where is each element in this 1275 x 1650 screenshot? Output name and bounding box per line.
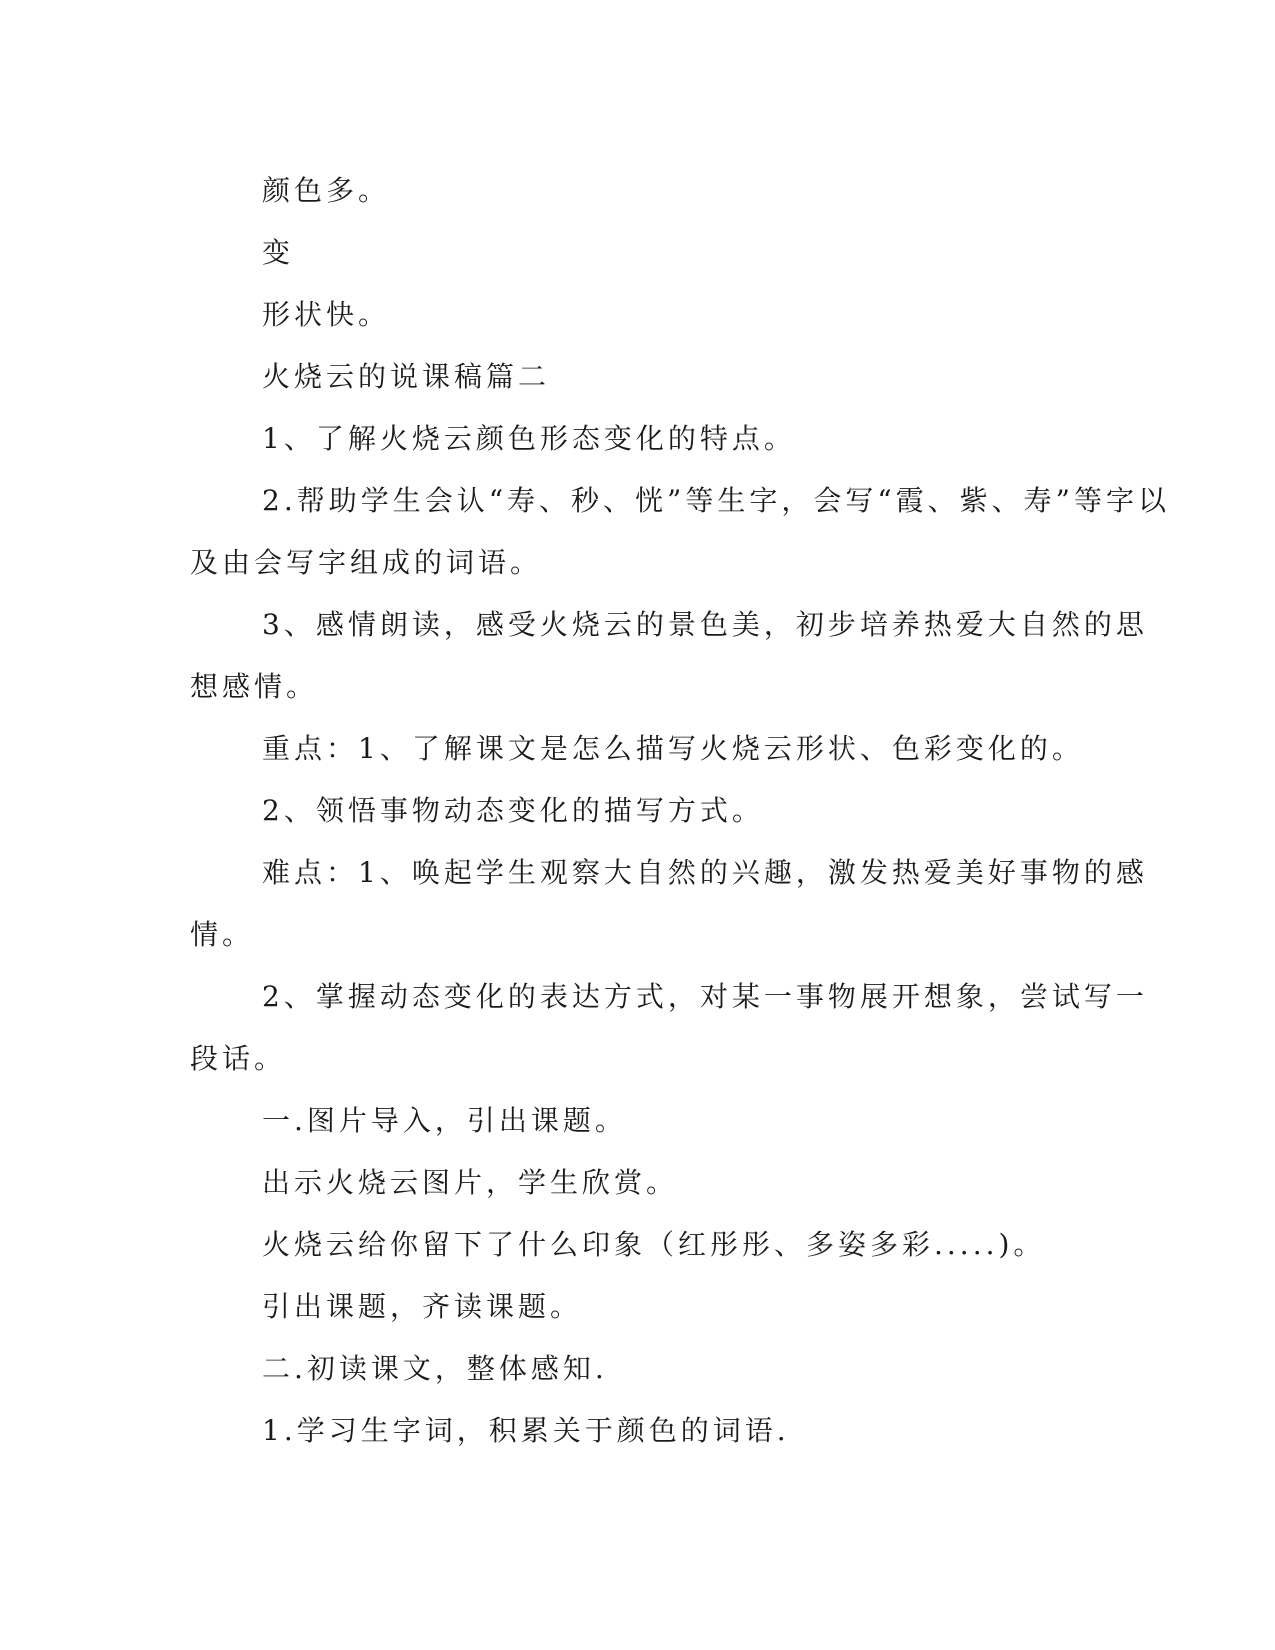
text-line: 2、掌握动态变化的表达方式，对某一事物展开想象，尝试写一 xyxy=(262,980,1148,1013)
document-page xyxy=(190,160,1170,1462)
text-line: 难点：1、唤起学生观察大自然的兴趣，激发热爱美好事物的感 xyxy=(262,856,1148,889)
text-line: 3、感情朗读，感受火烧云的景色美，初步培养热爱大自然的思 xyxy=(262,608,1148,641)
section-heading: 火烧云的说课稿篇二 xyxy=(262,360,551,393)
text-line: 形状快。 xyxy=(262,298,391,331)
text-line: 变 xyxy=(262,236,295,269)
text-line: 一.图片导入，引出课题。 xyxy=(262,1104,627,1137)
text-line: 情。 xyxy=(190,918,255,951)
text-line: 重点：1、了解课文是怎么描写火烧云形状、色彩变化的。 xyxy=(262,732,1084,765)
text-line: 2、领悟事物动态变化的描写方式。 xyxy=(262,794,764,827)
text-line: 2.帮助学生会认“寿、秒、恍”等生字，会写“霞、紫、寿”等字以 xyxy=(262,484,1170,517)
text-line: 段话。 xyxy=(190,1042,287,1075)
text-line: 1、了解火烧云颜色形态变化的特点。 xyxy=(262,422,796,455)
text-line: 火烧云给你留下了什么印象（红彤彤、多姿多彩.....)。 xyxy=(262,1228,1046,1261)
text-line: 颜色多。 xyxy=(262,174,391,207)
text-line: 1.学习生字词，积累关于颜色的词语. xyxy=(262,1414,790,1447)
text-line: 想感情。 xyxy=(190,670,319,703)
text-line: 及由会写字组成的词语。 xyxy=(190,546,543,579)
text-line: 二.初读课文，整体感知. xyxy=(262,1352,608,1385)
text-line: 出示火烧云图片，学生欣赏。 xyxy=(262,1166,679,1199)
text-line: 引出课题，齐读课题。 xyxy=(262,1290,583,1323)
